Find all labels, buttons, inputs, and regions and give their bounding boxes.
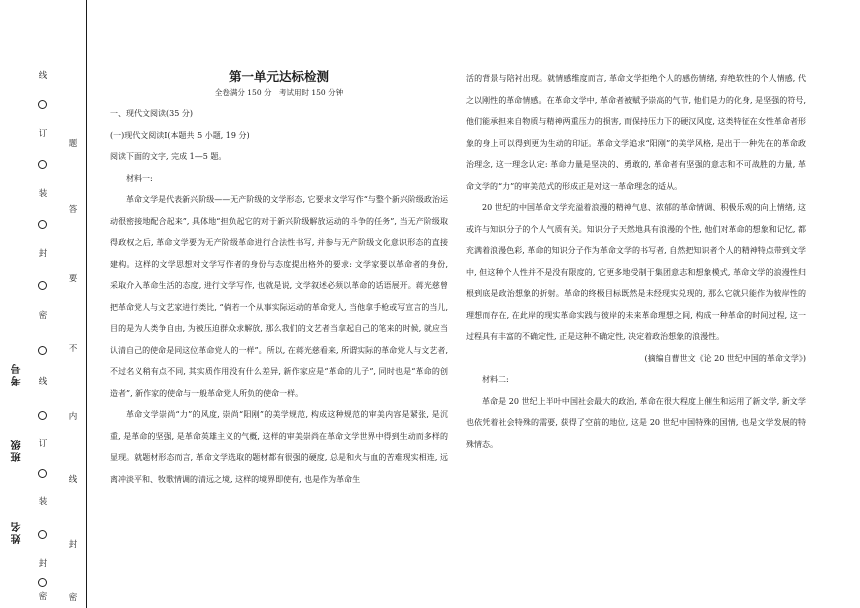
seal-notice-char: 答 xyxy=(68,205,78,215)
punch-hole-icon xyxy=(38,160,47,169)
seal-char: 封 xyxy=(38,249,48,259)
binding-line xyxy=(86,0,87,608)
class-label: 班级 xyxy=(12,438,23,462)
paragraph: 革命文学崇尚“力”的风度, 崇尚“阳刚”的美学规范, 构成这种规范的审美内容是紧张, 是沉重, 是革命的坚强, 是革命英雄主义的气概, 这样的审美崇尚在革命文学世界中得到生动而多样的显现。就题材形态而言, 革命文学选取的题材都有很强的硬度, 总是和火与血的苦难现实相连, 远离冲淡平和、牧歌情调的清远之境, 这样的境界即使有, 也是作为革命生 xyxy=(110,410,448,484)
seal-notice-char: 封 xyxy=(68,540,78,550)
seal-char: 密 xyxy=(38,592,48,602)
seal-char: 密 xyxy=(38,311,48,321)
seal-notice-char: 线 xyxy=(68,475,78,485)
punch-hole-icon xyxy=(38,220,47,229)
seal-char: 订 xyxy=(38,439,48,449)
seal-notice-char: 不 xyxy=(68,344,78,354)
paragraph: 20 世纪的中国革命文学充溢着浪漫的精神气息、浓郁的革命情调、积极乐观的向上情绪, 这或许与知识分子的个人气质有关。知识分子天然地具有浪漫的个性, 他们对革命的想象和记忆, 都充满着浪漫色彩, 革命的知识分子作为革命文学的书写者, 自然把知识者个人的精神特点带到文学中, 但这种个人性并不是没有限度的, 它更多地受制于集团意志和想象模式, 革命文学的浪漫性归根到底是政治想象的折射。革命的终极目标既然是未经现实兑现的, 那么它就只能作为彼岸性的理想而存在, 在此岸的现实革命实践与彼岸的未来革命理想之间, 构成一种革命的时间过程, 这一过程具有丰富的不确定性, 正是这种不确定性, 决定着政治想象的浪漫性。 xyxy=(466,203,806,341)
seal-char: 装 xyxy=(38,189,48,199)
right-column xyxy=(466,68,806,455)
seal-char: 线 xyxy=(38,71,48,81)
seal-notice-char: 密 xyxy=(68,593,78,603)
seal-char: 封 xyxy=(38,559,48,569)
left-column xyxy=(110,68,448,490)
section-heading: 一、现代文阅读(35 分) xyxy=(110,109,193,118)
punch-hole-icon xyxy=(38,469,47,478)
seal-notice-char: 内 xyxy=(68,412,78,422)
paragraph: 革命文学是代表新兴阶级——无产阶级的文学形态, 它要求文学写作“与整个新兴阶级政治运动很密接地配合起来”, 具体地“担负起它的对于新兴阶级解放运动的斗争的任务”, 当无产阶级取得政权之后, 革命文学要为无产阶级革命进行合法性书写, 并参与无产阶级文化意识形态的直接建构。这样的文学思想对文学写作者的身份与态度提出格外的要求: 文学家要以革命者的身份, 采取介入革命生活的态度, 进行文学写作, 也就是说, 文学叙述必须以革命的话语展开。蒋光慈曾把革命党人与文艺家进行类比, “倘若一个从事实际运动的革命党人, 当他拿手枪或写宣言的当儿, 目的是为人类争自由, 为被压迫群众求解放, 那么我们的文艺者当拿起自己的笔来的时候, 就应当认清自己的使命是同这位革命党人的一样”。所以, 在蒋光慈看来, 所谓实际的革命党人与文艺者, 不过名义稍有点不同, 其实质作用没有什么差异, 新作家应是“革命的儿子”, 同时也是“革命的创造者”, 新作家的使命与一般革命党人所负的使命一样。 xyxy=(110,195,448,398)
exam-number-label: 考号 xyxy=(12,362,23,386)
seal-notice-char: 题 xyxy=(68,139,78,149)
punch-hole-icon xyxy=(38,530,47,539)
subsection-heading: (一)现代文阅读Ⅰ(本题共 5 小题, 19 分) xyxy=(110,130,250,140)
material-label: 材料一: xyxy=(126,173,153,183)
instruction-text: 阅读下面的文字, 完成 1—5 题。 xyxy=(110,152,227,161)
seal-char: 装 xyxy=(38,497,48,507)
material-label: 材料二: xyxy=(482,375,509,384)
punch-hole-icon xyxy=(38,346,47,355)
punch-hole-icon xyxy=(38,411,47,420)
punch-hole-icon xyxy=(38,100,47,109)
exam-info: 全卷满分 150 分 考试用时 150 分钟 xyxy=(214,88,344,97)
page-title: 第一单元达标检测 xyxy=(228,69,329,84)
paragraph: 活的背景与陪衬出现。就情感维度而言, 革命文学拒绝个人的感伤情绪, 弃绝软性的个人情感, 代之以刚性的革命情感。在革命文学中, 革命者被赋予崇高的气节, 他们是力的化身, 是坚强的符号, 他们能承担来自物质与精神两重压力的损害, 而保持压力下的硬汉风度, 这类特征在女性革命者形象的身上可以得到更为生动的印证。革命文学追求“阳刚”的美学风格, 是出于一种先在的革命政治理念, 这一理念认定: 革命力量是坚决的、勇敢的, 革命者有坚强的意志和不可战胜的力量, 革命文学的“力”的审美范式的形成正是对这一革命理念的适从。 xyxy=(466,74,806,191)
binding-margin xyxy=(0,0,112,608)
paragraph: 革命是 20 世纪上半叶中国社会最大的政治, 革命在很大程度上催生和运用了新文学, 新文学也依凭着社会特殊的需要, 获得了空前的地位, 这是 20 世纪中国特殊的国情, 也是文学发展的特殊情态。 xyxy=(466,396,806,449)
name-label: 姓名 xyxy=(12,520,23,544)
seal-char: 线 xyxy=(38,377,48,387)
punch-hole-icon xyxy=(38,281,47,290)
seal-char: 订 xyxy=(38,129,48,139)
seal-notice-char: 要 xyxy=(68,274,78,284)
citation: (摘编自曹世文《论 20 世纪中国的革命文学》) xyxy=(644,353,806,363)
punch-hole-icon xyxy=(38,578,47,587)
